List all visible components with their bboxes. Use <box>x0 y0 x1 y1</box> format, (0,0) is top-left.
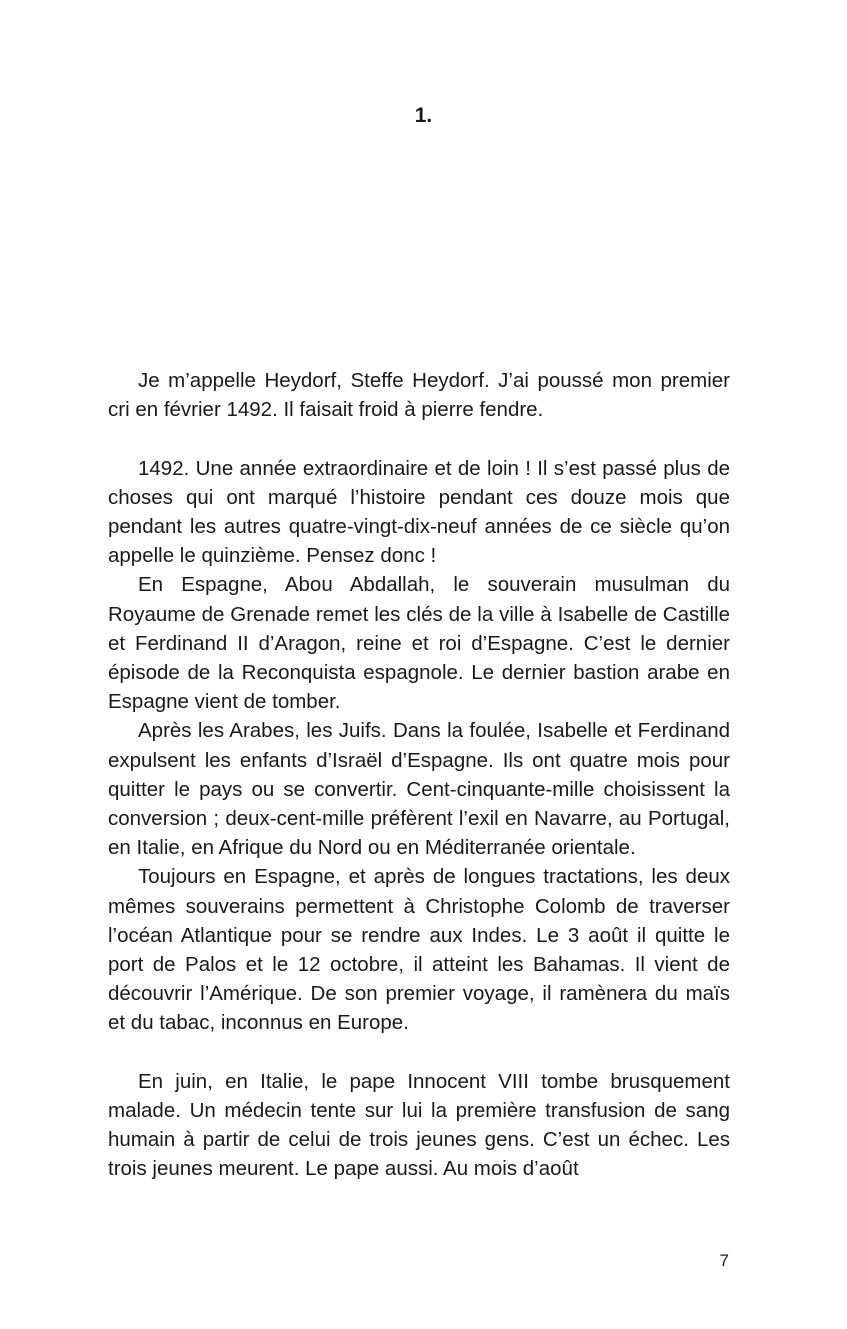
page-number: 7 <box>719 1251 729 1270</box>
paragraph: En Espagne, Abou Abdallah, le souverain musulman du Royaume de Grenade remet les clés de la ville à Isabelle de Castille et Ferdinand II d’Aragon, reine et roi d’Espagne. C’est le dernier épisode de la Reconquista espagnole. Le dernier bastion arabe en Espagne vient de tomber. <box>108 573 730 714</box>
chapter-heading: 1. <box>414 104 433 127</box>
paragraph: Après les Arabes, les Juifs. Dans la foulée, Isabelle et Ferdinand expulsent les enfants d’Israël d’Espagne. Ils ont quatre mois pour quitter le pays ou se convertir. Cent-cinquante-mille choisissent la conversion ; deux-cent-mille préfèrent l’exil en Navarre, au Portugal, en Italie, en Afrique du Nord ou en Méditerranée orientale. <box>108 719 730 860</box>
paragraph: Toujours en Espagne, et après de longues tractations, les deux mêmes souverains permettent à Christophe Colomb de traverser l’océan Atlantique pour se rendre aux Indes. Le 3 août il quitte le port de Palos et le 12 octobre, il atteint les Bahamas. Il vient de découvrir l’Amérique. De son premier voyage, il ramènera du maïs et du tabac, inconnus en Europe. <box>108 865 730 1035</box>
chapter-body <box>108 366 730 1184</box>
paragraph: Je m’appelle Heydorf, Steffe Heydorf. J’ai poussé mon premier cri en février 1492. Il faisait froid à pierre fendre. <box>108 369 730 422</box>
paragraph: 1492. Une année extraordinaire et de loin ! Il s’est passé plus de choses qui ont marqué l’histoire pendant ces douze mois que pendant les autres quatre-vingt-dix-neuf années de ce siècle qu’on appelle le quinzième. Pensez donc ! <box>108 456 730 568</box>
paragraph: En juin, en Italie, le pape Innocent VIII tombe brusquement malade. Un médecin tente sur lui la première transfusion de sang humain à partir de celui de trois jeunes gens. C’est un échec. Les trois jeunes meurent. Le pape aussi. Au mois d’août <box>108 1069 730 1181</box>
